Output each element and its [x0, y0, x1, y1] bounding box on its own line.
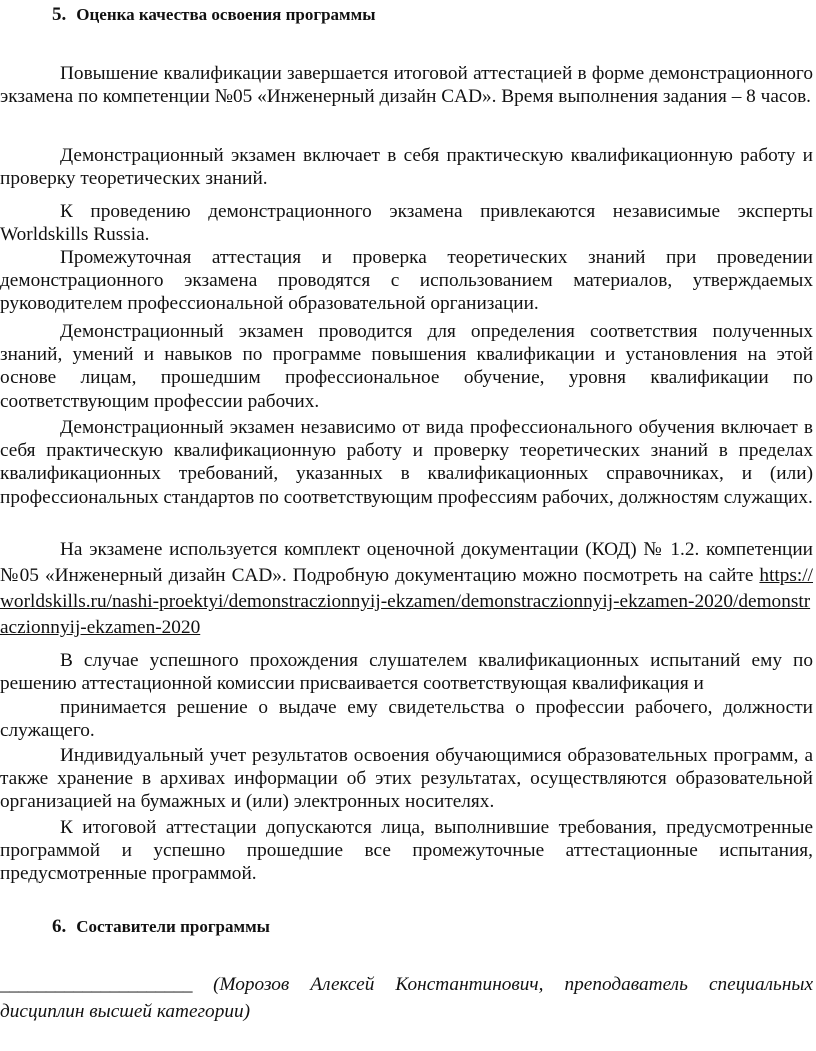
paragraph-exam-includes: Демонстрационный экзамен включает в себя практическую квалификационную работу и проверку теоретических знаний.	[0, 145, 813, 190]
paragraph-exam-scope: Демонстрационный экзамен независимо от вида профессионального обучения включает в себя практическую квалификационную работу и проверку теоретических знаний в пределах квалификационных требований, указанных в квалификационных справочниках, и (или) профессиональных стандартов по соответствующим профессиям рабочих, должностям служащих.	[0, 417, 813, 508]
paragraph-certificate: принимается решение о выдаче ему свидетельства о профессии рабочего, должности служащего.	[0, 697, 813, 742]
signature-line: _____________________	[0, 974, 192, 995]
kod-text: На экзамене используется комплект оценочной документации (КОД) № 1.2. компетенции №05 «Инженерный дизайн CAD». Подробную документацию можно посмотреть на сайте	[0, 539, 813, 586]
section-5-heading	[52, 4, 375, 26]
paragraph-admission: К итоговой аттестации допускаются лица, выполнившие требования, предусмотренные программой и успешно прошедшие все промежуточные аттестационные испытания, предусмотренные программой.	[0, 817, 813, 885]
section-5-number: 5.	[52, 4, 67, 25]
paragraph-success: В случае успешного прохождения слушателем квалификационных испытаний ему по решению аттестационной комиссии присваивается соответствующая квалификация и	[0, 650, 813, 695]
paragraph-kod	[0, 537, 813, 641]
paragraph-intermediate-attestation: Промежуточная аттестация и проверка теоретических знаний при проведении демонстрационного экзамена проводятся с использованием материалов, утверждаемых руководителем профессиональной образовательной организации.	[0, 247, 813, 315]
author-info: (Морозов Алексей Константинович, преподаватель специальных дисциплин высшей категории)	[0, 974, 813, 1022]
section-6-number: 6.	[52, 916, 67, 937]
section-5-title: Оценка качества освоения программы	[76, 5, 376, 24]
paragraph-exam-purpose: Демонстрационный экзамен проводится для определения соответствия полученных знаний, умений и навыков по программе повышения квалификации и установления на этой основе лицам, прошедшим профессиональное обучение, уровня квалификации по соответствующим профессии рабочих.	[0, 321, 813, 412]
paragraph-records: Индивидуальный учет результатов освоения обучающимися образовательных программ, а также хранение в архивах информации об этих результатах, осуществляются образовательной организацией на бумажных и (или) электронных носителях.	[0, 745, 813, 813]
worldskills-link[interactable]: https://worldskills.ru/nashi-proektyi/demonstraczionnyij-ekzamen/demonstraczionnyij-ekzamen-2020/demonstraczionnyij-ekzamen-2020	[0, 565, 813, 638]
section-6-title: Составители программы	[76, 917, 270, 936]
paragraph-final-attestation: Повышение квалификации завершается итоговой аттестацией в форме демонстрационного экзамена по компетенции №05 «Инженерный дизайн CAD». Время выполнения задания – 8 часов.	[0, 63, 813, 108]
section-6-heading	[52, 916, 270, 938]
paragraph-experts: К проведению демонстрационного экзамена привлекаются независимые эксперты Worldskills Russia.	[0, 201, 813, 246]
signature-block	[0, 971, 813, 1025]
